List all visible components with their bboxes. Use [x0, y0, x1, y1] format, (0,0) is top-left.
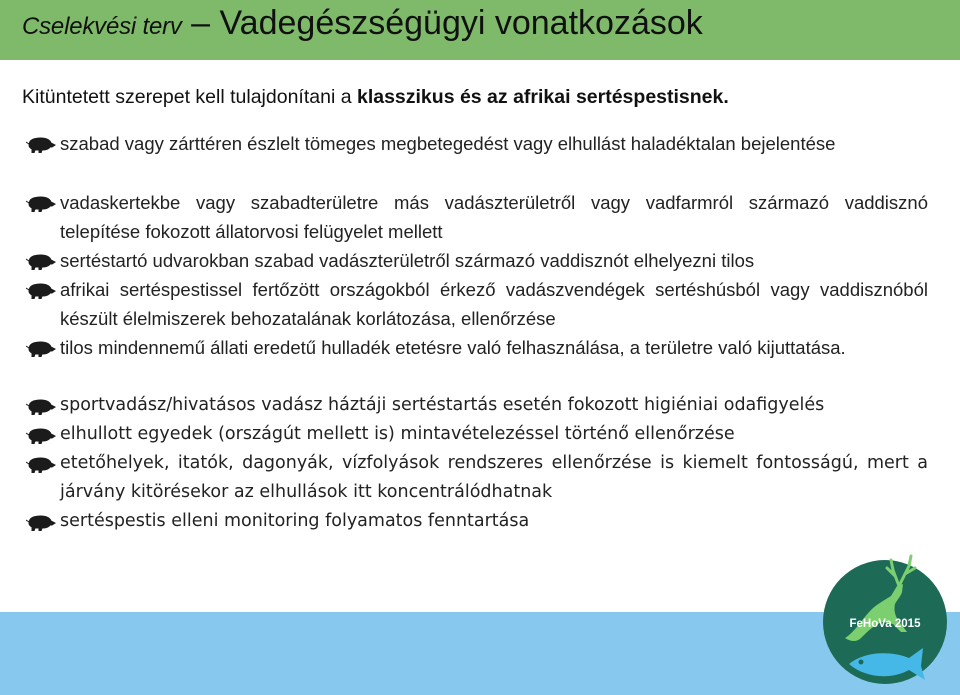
- list-item-text: afrikai sertéspestissel fertőzött országokból érkező vadászvendégek sertéshúsból vagy vaddisznóból készült élelmiszerek behozatalának korlátozása, ellenőrzése: [60, 279, 928, 329]
- list-item-text: sertéstartó udvarokban szabad vadászterületről származó vaddisznót elhelyezni tilos: [60, 250, 755, 271]
- intro-text-bold: klasszikus és az afrikai sertéspestisnek.: [356, 86, 729, 108]
- boar-icon: [26, 513, 56, 531]
- title-main: Vadegészségügyi vonatkozások: [219, 4, 703, 42]
- boar-icon: [26, 252, 56, 270]
- boar-icon: [26, 397, 56, 415]
- title-dash: –: [181, 4, 220, 42]
- boar-icon: [26, 135, 56, 153]
- list-item: [60, 188, 928, 246]
- list-item: [60, 333, 928, 362]
- list-item-text: elhullott egyedek (országút mellett is) mintavételezéssel történő ellenőrzése: [60, 424, 735, 444]
- boar-icon: [26, 339, 56, 357]
- list-item: [60, 449, 928, 507]
- list-item-text: szabad vagy zárttéren észlelt tömeges megbetegedést vagy elhullást haladéktalan bejelentése: [60, 133, 836, 154]
- list-item-text: vadaskertekbe vagy szabadterületre más vadászterületről vagy vadfarmról származó vaddisznó telepítése fokozott állatorvosi felügyelet mellett: [60, 192, 928, 242]
- list-item: [60, 507, 928, 536]
- intro-text-plain: Kitüntetett szerepet kell tulajdonítani a: [22, 86, 357, 108]
- boar-icon: [26, 281, 56, 299]
- deer-fish-logo: [805, 540, 955, 688]
- list-item-text: sportvadász/hivatásos vadász háztáji sertéstartás esetén fokozott higiéniai odafigyelés: [60, 395, 825, 415]
- title-prefix: Cselekvési terv: [22, 13, 182, 40]
- list-item-text: sertéspestis elleni monitoring folyamatos fenntartása: [60, 511, 530, 531]
- list-item-text: etetőhelyek, itatók, dagonyák, vízfolyások rendszeres ellenőrzése is kiemelt fontosságú, mert a járvány kitörésekor az elhullások itt koncentrálódhatnak: [60, 453, 928, 502]
- boar-icon: [26, 426, 56, 444]
- list-item: [60, 420, 928, 449]
- logo-text: FeHoVa 2015: [849, 618, 921, 630]
- list-item-text: tilos mindennemű állati eredetű hulladék etetésre való felhasználása, a területre való kijuttatása.: [60, 337, 846, 358]
- list-item: [60, 246, 928, 275]
- boar-icon: [26, 455, 56, 473]
- boar-icon: [26, 194, 56, 212]
- list-item: [60, 275, 928, 333]
- list-item: [60, 391, 928, 420]
- list-item: [60, 129, 928, 158]
